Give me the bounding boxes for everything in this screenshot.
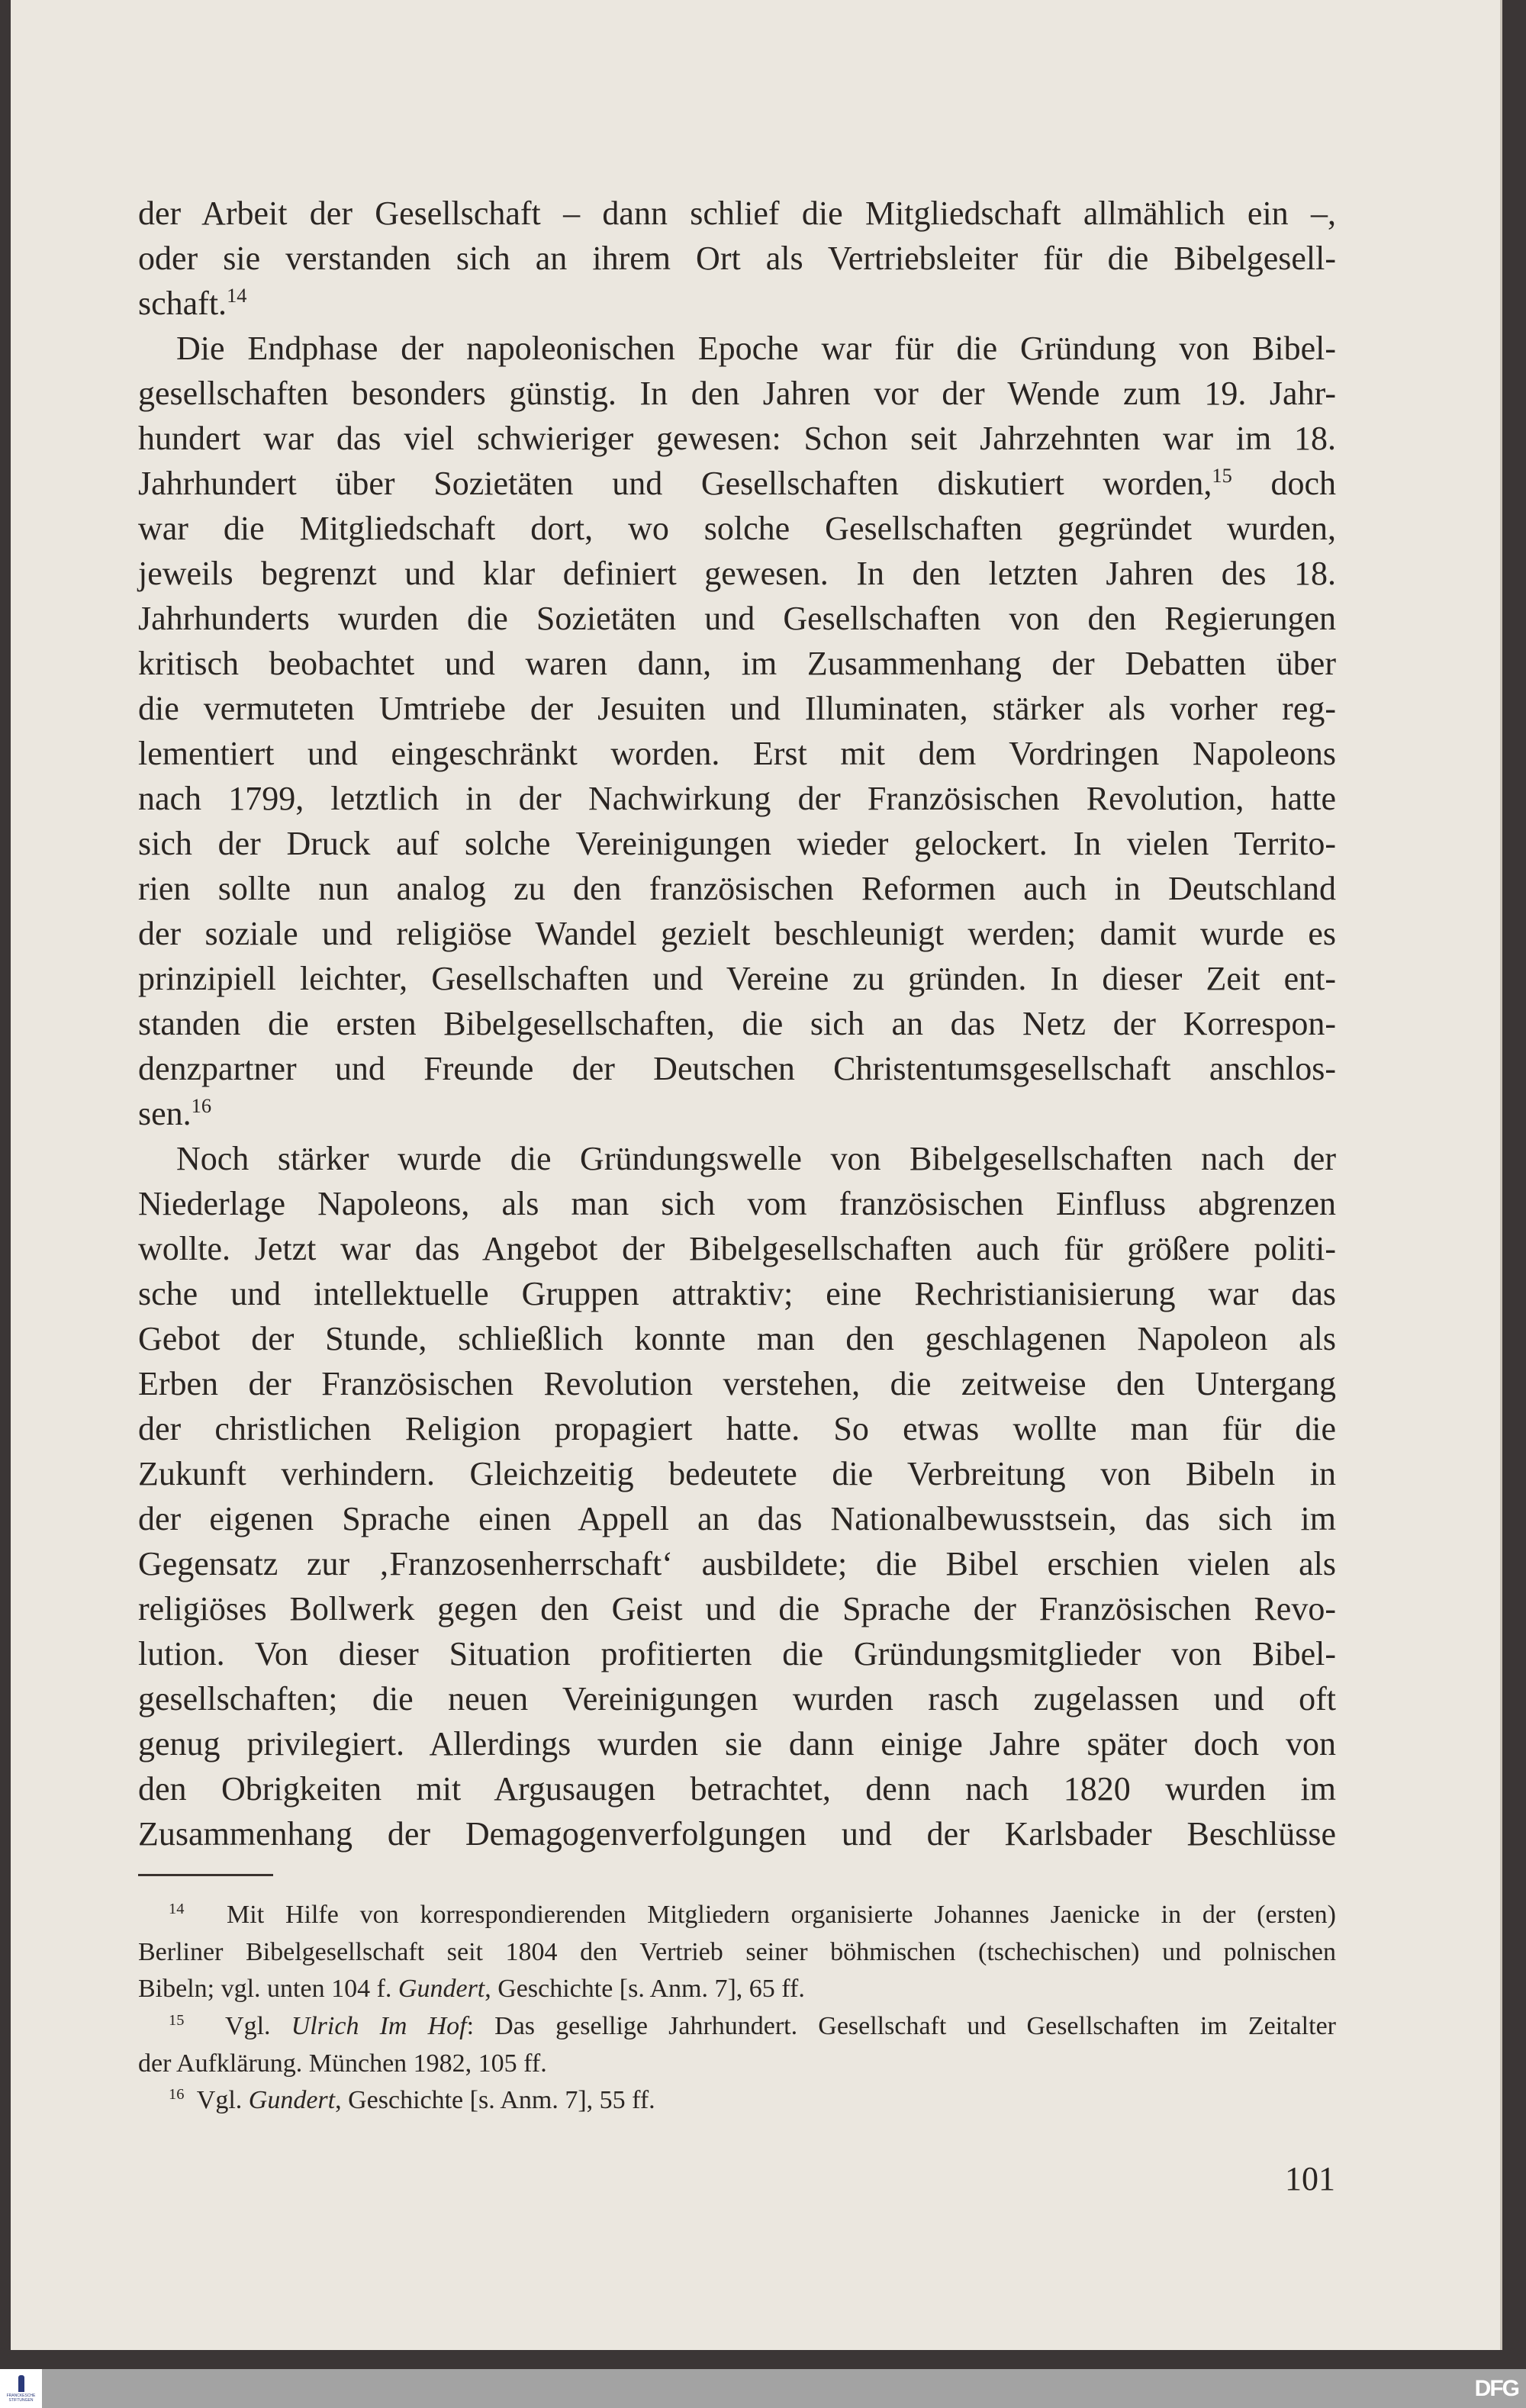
text-line	[138, 686, 1336, 731]
text-line	[138, 1586, 1336, 1631]
text-segment: der eigenen Sprache einen Appell an das Nationalbewusstsein, das sich im	[138, 1500, 1336, 1537]
text-line	[138, 236, 1336, 281]
text-segment: Zusammenhang der Demagogenverfolgungen und der Karlsbader Beschlüsse	[138, 1815, 1336, 1853]
text-segment: der Arbeit der Gesellschaft – dann schlief die Mitgliedschaft allmählich ein –,	[138, 195, 1336, 232]
text-line	[138, 551, 1336, 596]
text-line	[138, 1811, 1336, 1856]
text-segment: Niederlage Napoleons, als man sich vom französischen Einfluss abgrenzen	[138, 1185, 1336, 1222]
text-line	[138, 326, 1336, 371]
footnote-line	[138, 2008, 1336, 2046]
library-logo-icon	[18, 2375, 24, 2392]
main-text	[138, 191, 1336, 1856]
italic-text: Gundert	[248, 2086, 336, 2115]
text-segment: sche und intellektuelle Gruppen attraktiv; eine Rechristianisierung war das	[138, 1275, 1336, 1312]
text-segment: kritisch beobachtet und waren dann, im Zusammenhang der Debatten über	[138, 645, 1336, 682]
text-segment: Berliner Bibelgesellschaft seit 1804 den Vertrieb seiner böhmischen (tschechischen) und polnischen	[138, 1937, 1336, 1966]
footnote-ref: 15	[1212, 464, 1232, 488]
text-segment: oder sie verstanden sich an ihrem Ort als Vertriebsleiter für die Bibelgesell-	[138, 240, 1336, 277]
text-line	[138, 1091, 1336, 1136]
text-line	[138, 1541, 1336, 1586]
text-segment: der christlichen Religion propagiert hatte. So etwas wollte man für die	[138, 1410, 1336, 1447]
text-segment: Noch stärker wurde die Gründungswelle von Bibelgesellschaften nach der	[176, 1140, 1336, 1177]
text-segment: wollte. Jetzt war das Angebot der Bibelgesellschaften auch für größere politi-	[138, 1230, 1336, 1267]
text-line	[138, 461, 1336, 506]
text-line	[138, 821, 1336, 866]
text-segment: nach 1799, letztlich in der Nachwirkung der Französischen Revolution, hatte	[138, 780, 1336, 817]
text-line	[138, 191, 1336, 236]
footnote-ref: 14	[227, 284, 247, 307]
text-segment: Erben der Französischen Revolution verstehen, die zeitweise den Untergang	[138, 1365, 1336, 1402]
footnotes	[138, 1897, 1336, 2120]
text-line	[138, 1406, 1336, 1451]
text-line	[138, 416, 1336, 461]
footnote-ref: 16	[191, 1094, 212, 1118]
text-line	[138, 1766, 1336, 1811]
text-segment: Vgl.	[184, 2086, 249, 2115]
page-number: 101	[1285, 2160, 1335, 2197]
library-logo	[0, 2369, 42, 2408]
text-segment: hundert war das viel schwieriger gewesen: Schon seit Jahrzehnten war im 18.	[138, 420, 1336, 457]
text-segment: lution. Von dieser Situation profitierten die Gründungsmitglieder von Bibel-	[138, 1635, 1336, 1672]
text-segment: Bibeln; vgl. unten 104 f.	[138, 1975, 398, 2004]
text-segment: der Aufklärung. München 1982, 105 ff.	[138, 2049, 547, 2078]
text-line	[138, 776, 1336, 821]
text-line	[138, 1676, 1336, 1721]
text-segment: Gebot der Stunde, schließlich konnte man den geschlagenen Napoleon als	[138, 1320, 1336, 1357]
footnote-line	[138, 1971, 1336, 2008]
text-segment: gesellschaften; die neuen Vereinigungen wurden rasch zugelassen und oft	[138, 1680, 1336, 1717]
text-segment: , Geschichte [s. Anm. 7], 55 ff.	[335, 2086, 655, 2115]
viewer-footer-bar	[0, 2369, 1526, 2408]
text-segment: schaft.	[138, 285, 227, 322]
footnote-ref: 16	[169, 2086, 185, 2104]
text-segment: die vermuteten Umtriebe der Jesuiten und Illuminaten, stärker als vorher reg-	[138, 690, 1336, 727]
text-line	[138, 641, 1336, 686]
footnote-rule	[138, 1874, 273, 1876]
text-segment: rien sollte nun analog zu den französischen Reformen auch in Deutschland	[138, 870, 1336, 907]
text-segment: denzpartner und Freunde der Deutschen Christentumsgesellschaft anschlos-	[138, 1050, 1336, 1087]
text-line	[138, 956, 1336, 1001]
text-segment: standen die ersten Bibelgesellschaften, die sich an das Netz der Korrespon-	[138, 1005, 1336, 1042]
text-line	[138, 731, 1336, 776]
text-line	[138, 1001, 1336, 1046]
text-segment: , Geschichte [s. Anm. 7], 65 ff.	[485, 1975, 805, 2004]
text-segment: Jahrhunderts wurden die Sozietäten und Gesellschaften von den Regierungen	[138, 600, 1336, 637]
library-logo-text: FRANCKESCHE STIFTUNGEN	[6, 2393, 36, 2403]
text-segment: gesellschaften besonders günstig. In den Jahren vor der Wende zum 19. Jahr-	[138, 375, 1336, 412]
text-segment: doch	[1231, 465, 1337, 502]
text-line	[138, 911, 1336, 956]
text-segment: Jahrhundert über Sozietäten und Gesellschaften diskutiert worden,	[138, 465, 1212, 502]
text-segment: Gegensatz zur ‚Franzosenherrschaft‘ ausbildete; die Bibel erschien vielen als	[138, 1545, 1336, 1582]
text-line	[138, 1451, 1336, 1496]
text-segment: jeweils begrenzt und klar definiert gewesen. In den letzten Jahren des 18.	[138, 555, 1336, 592]
text-line	[138, 1046, 1336, 1091]
text-line	[138, 866, 1336, 911]
text-segment: der soziale und religiöse Wandel gezielt beschleunigt werden; damit wurde es	[138, 915, 1336, 952]
italic-text: Gundert	[398, 1975, 485, 2004]
text-line	[138, 1361, 1336, 1406]
text-segment: prinzipiell leichter, Gesellschaften und Vereine zu gründen. In dieser Zeit ent-	[138, 960, 1336, 997]
footnote-line	[138, 2082, 1336, 2120]
text-segment: Zukunft verhindern. Gleichzeitig bedeutete die Verbreitung von Bibeln in	[138, 1455, 1336, 1492]
dfg-logo: DFG	[1474, 2376, 1518, 2401]
text-line	[138, 1721, 1336, 1766]
text-segment: sen.	[138, 1095, 192, 1132]
text-segment: : Das gesellige Jahrhundert. Gesellschaft und Gesellschaften im Zeitalter	[466, 2012, 1336, 2041]
footnote-line	[138, 1897, 1336, 1934]
text-line	[138, 1181, 1336, 1226]
text-segment: lementiert und eingeschränkt worden. Erst mit dem Vordringen Napoleons	[138, 735, 1336, 772]
text-line	[138, 1271, 1336, 1316]
footnote-line	[138, 1934, 1336, 1972]
text-segment: genug privilegiert. Allerdings wurden sie dann einige Jahre später doch von	[138, 1725, 1336, 1763]
text-segment: Mit Hilfe von korrespondierenden Mitgliedern organisierte Johannes Jaenicke in der (ersten)	[184, 1901, 1336, 1929]
text-line	[138, 1631, 1336, 1676]
text-line	[138, 1496, 1336, 1541]
footnote-ref: 14	[169, 1900, 185, 1917]
italic-text: Ulrich Im Hof	[291, 2012, 467, 2041]
text-line	[138, 281, 1336, 326]
text-segment: war die Mitgliedschaft dort, wo solche Gesellschaften gegründet wurden,	[138, 510, 1336, 547]
text-segment: Vgl.	[184, 2012, 291, 2041]
text-line	[138, 1226, 1336, 1271]
text-line	[138, 596, 1336, 641]
text-segment: Die Endphase der napoleonischen Epoche war für die Gründung von Bibel-	[176, 330, 1336, 367]
text-line	[138, 371, 1336, 416]
text-segment: den Obrigkeiten mit Argusaugen betrachtet, denn nach 1820 wurden im	[138, 1770, 1336, 1808]
text-segment: sich der Druck auf solche Vereinigungen wieder gelockert. In vielen Territo-	[138, 825, 1336, 862]
text-line	[138, 1316, 1336, 1361]
text-line	[138, 1136, 1336, 1181]
text-segment: religiöses Bollwerk gegen den Geist und die Sprache der Französischen Revo-	[138, 1590, 1336, 1627]
footnote-line	[138, 2046, 1336, 2083]
footnote-ref: 15	[169, 2011, 185, 2029]
text-line	[138, 506, 1336, 551]
